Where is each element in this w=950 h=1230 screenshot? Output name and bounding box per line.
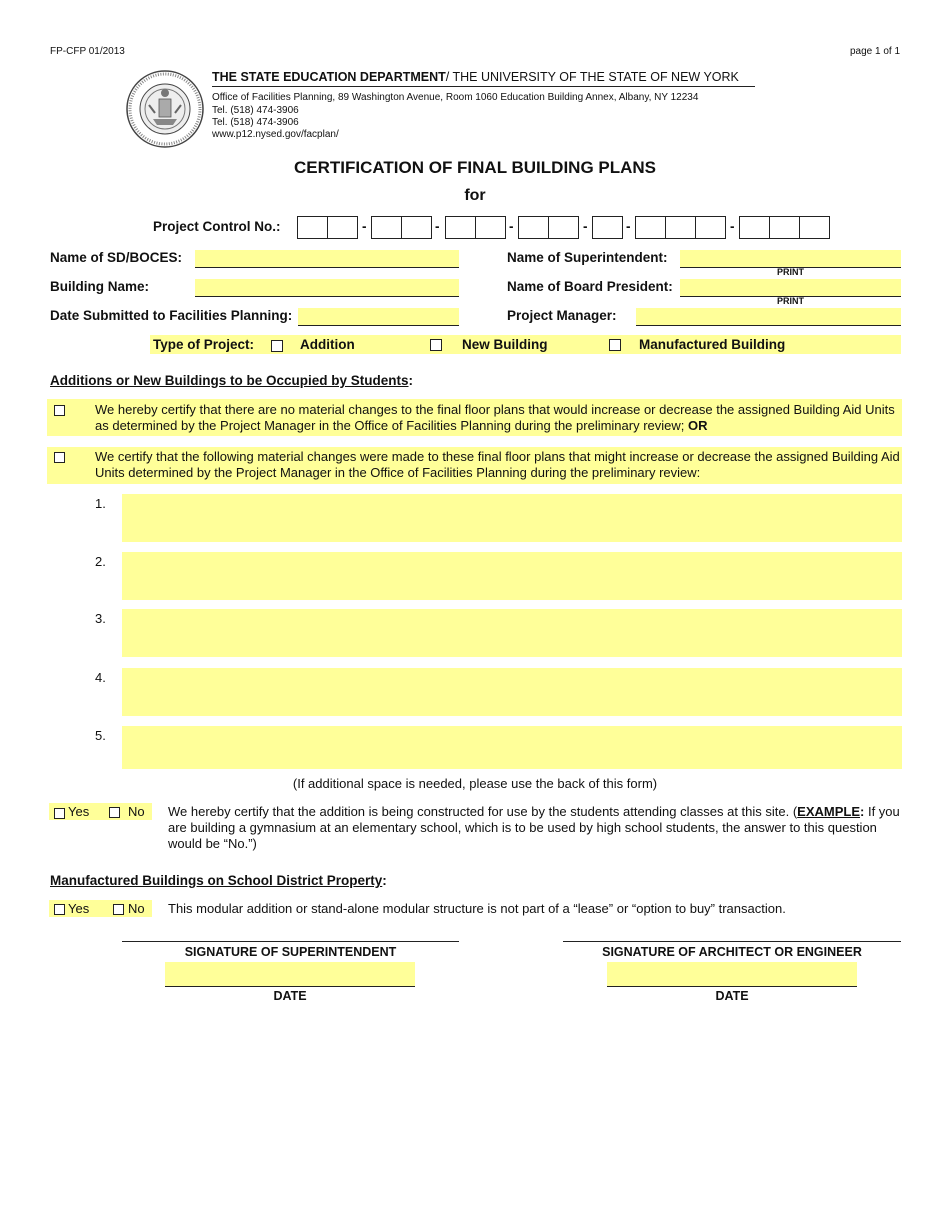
change-field-1[interactable] xyxy=(122,494,902,542)
manufactured-no-checkbox[interactable] xyxy=(113,904,124,915)
project-control-label: Project Control No.: xyxy=(153,219,281,234)
dash: - xyxy=(583,219,588,234)
date-submitted-label: Date Submitted to Facilities Planning: xyxy=(50,308,293,323)
manufactured-building-option-label: Manufactured Building xyxy=(639,337,786,352)
sd-boces-label: Name of SD/BOCES: xyxy=(50,250,183,265)
architect-date-label: DATE xyxy=(715,989,749,1003)
type-of-project-label: Type of Project: xyxy=(153,337,255,352)
dash: - xyxy=(509,219,514,234)
website: www.p12.nysed.gov/facplan/ xyxy=(212,129,339,140)
form-code: FP-CFP 01/2013 xyxy=(50,46,125,57)
or-label: OR xyxy=(688,418,708,433)
office-address: Office of Facilities Planning, 89 Washington Avenue, Room 1060 Education Building Annex, Albany, NY 12234 xyxy=(212,92,699,103)
students-yes-checkbox[interactable] xyxy=(54,808,65,819)
certification-1-text xyxy=(95,402,901,434)
project-control-segment-1[interactable] xyxy=(297,216,358,239)
print-hint: PRINT xyxy=(777,296,804,306)
addition-checkbox[interactable] xyxy=(271,340,283,352)
certification-2-text: We certify that the following material changes were made to these final floor plans that might increase or decrease the assigned Building Aid Units determined by the Project Manager in the Office of Facilities Planning during the preliminary review: xyxy=(95,449,900,480)
project-control-segment-3[interactable] xyxy=(445,216,506,239)
students-no-checkbox[interactable] xyxy=(109,807,120,818)
certification-1-checkbox[interactable] xyxy=(54,405,65,416)
item-number: 3. xyxy=(95,611,106,626)
students-statement: We hereby certify that the addition is being constructed for use by the students attending classes at this site. ( xyxy=(168,804,798,819)
section-heading-manufactured-text: Manufactured Buildings on School District Property xyxy=(50,873,383,888)
change-field-2[interactable] xyxy=(122,552,902,600)
telephone-2: Tel. (518) 474-3906 xyxy=(212,117,299,128)
no-label: No xyxy=(128,804,145,819)
board-president-field[interactable] xyxy=(680,279,901,297)
certification-1-statement: We hereby certify that there are no material changes to the final floor plans that would increase or decrease the assigned Building Aid Units as determined by the Project Manager in the Office of Facilities Planning during the preliminary review; xyxy=(95,402,895,433)
superintendent-signature-line[interactable] xyxy=(122,941,459,942)
new-building-option-label: New Building xyxy=(462,337,548,352)
section-heading-additions-text: Additions or New Buildings to be Occupied by Students xyxy=(50,373,409,388)
project-manager-field[interactable] xyxy=(636,308,901,326)
state-seal-icon xyxy=(125,69,205,149)
architect-date-field[interactable] xyxy=(607,962,857,987)
print-hint: PRINT xyxy=(777,267,804,277)
board-president-label: Name of Board President: xyxy=(507,279,673,294)
change-field-5[interactable] xyxy=(122,726,902,769)
sd-boces-field[interactable] xyxy=(195,250,459,268)
page-info: page 1 of 1 xyxy=(850,46,901,57)
project-control-segment-7[interactable] xyxy=(739,216,830,239)
item-number: 1. xyxy=(95,496,106,511)
item-number: 5. xyxy=(95,728,106,743)
building-name-label: Building Name: xyxy=(50,279,150,294)
project-control-segment-6[interactable] xyxy=(635,216,726,239)
no-label: No xyxy=(128,901,145,916)
page-title: CERTIFICATION OF FINAL BUILDING PLANS xyxy=(293,158,657,177)
project-control-segment-4[interactable] xyxy=(518,216,579,239)
example-colon: : xyxy=(860,804,865,819)
yes-label: Yes xyxy=(68,804,90,819)
superintendent-date-label: DATE xyxy=(273,989,307,1003)
change-field-4[interactable] xyxy=(122,668,902,716)
manufactured-statement: This modular addition or stand-alone modular structure is not part of a “lease” or “option to buy” transaction. xyxy=(168,901,786,916)
item-number: 2. xyxy=(95,554,106,569)
section-heading-manufactured xyxy=(50,873,387,888)
manufactured-building-checkbox[interactable] xyxy=(609,339,621,351)
heading-colon: : xyxy=(408,373,414,388)
project-manager-label: Project Manager: xyxy=(507,308,617,323)
certification-2-checkbox[interactable] xyxy=(54,452,65,463)
change-field-3[interactable] xyxy=(122,609,902,657)
heading-colon: : xyxy=(382,873,387,888)
dash: - xyxy=(362,219,367,234)
additional-space-note: (If additional space is needed, please use the back of this form) xyxy=(292,776,658,791)
superintendent-name-field[interactable] xyxy=(680,250,901,268)
superintendent-label: Name of Superintendent: xyxy=(507,250,668,265)
department-name: THE STATE EDUCATION DEPARTMENT xyxy=(212,70,446,84)
superintendent-date-field[interactable] xyxy=(165,962,415,987)
dash: - xyxy=(730,219,735,234)
new-building-checkbox[interactable] xyxy=(430,339,442,351)
section-heading-additions xyxy=(50,373,413,388)
dash: - xyxy=(435,219,440,234)
architect-signature-line[interactable] xyxy=(563,941,901,942)
building-name-field[interactable] xyxy=(195,279,459,297)
project-control-segment-2[interactable] xyxy=(371,216,432,239)
architect-signature-label: SIGNATURE OF ARCHITECT OR ENGINEER xyxy=(602,945,862,959)
item-number: 4. xyxy=(95,670,106,685)
date-submitted-field[interactable] xyxy=(298,308,459,326)
manufactured-yes-checkbox[interactable] xyxy=(54,904,65,915)
example-text: If you are building a gymnasium at an elementary school, which is to be used by high school students, the answer to this question would be “No.”) xyxy=(168,804,900,851)
telephone-1: Tel. (518) 474-3906 xyxy=(212,105,299,116)
example-label: EXAMPLE xyxy=(797,804,861,819)
project-control-segment-5[interactable] xyxy=(592,216,623,239)
page-subtitle: for xyxy=(464,187,486,204)
dash: - xyxy=(626,219,631,234)
superintendent-signature-label: SIGNATURE OF SUPERINTENDENT xyxy=(184,945,397,959)
department-line xyxy=(212,70,755,87)
yes-label: Yes xyxy=(68,901,90,916)
students-certification-text xyxy=(168,804,901,852)
university-name: / THE UNIVERSITY OF THE STATE OF NEW YORK xyxy=(445,70,739,84)
addition-option-label: Addition xyxy=(300,337,355,352)
